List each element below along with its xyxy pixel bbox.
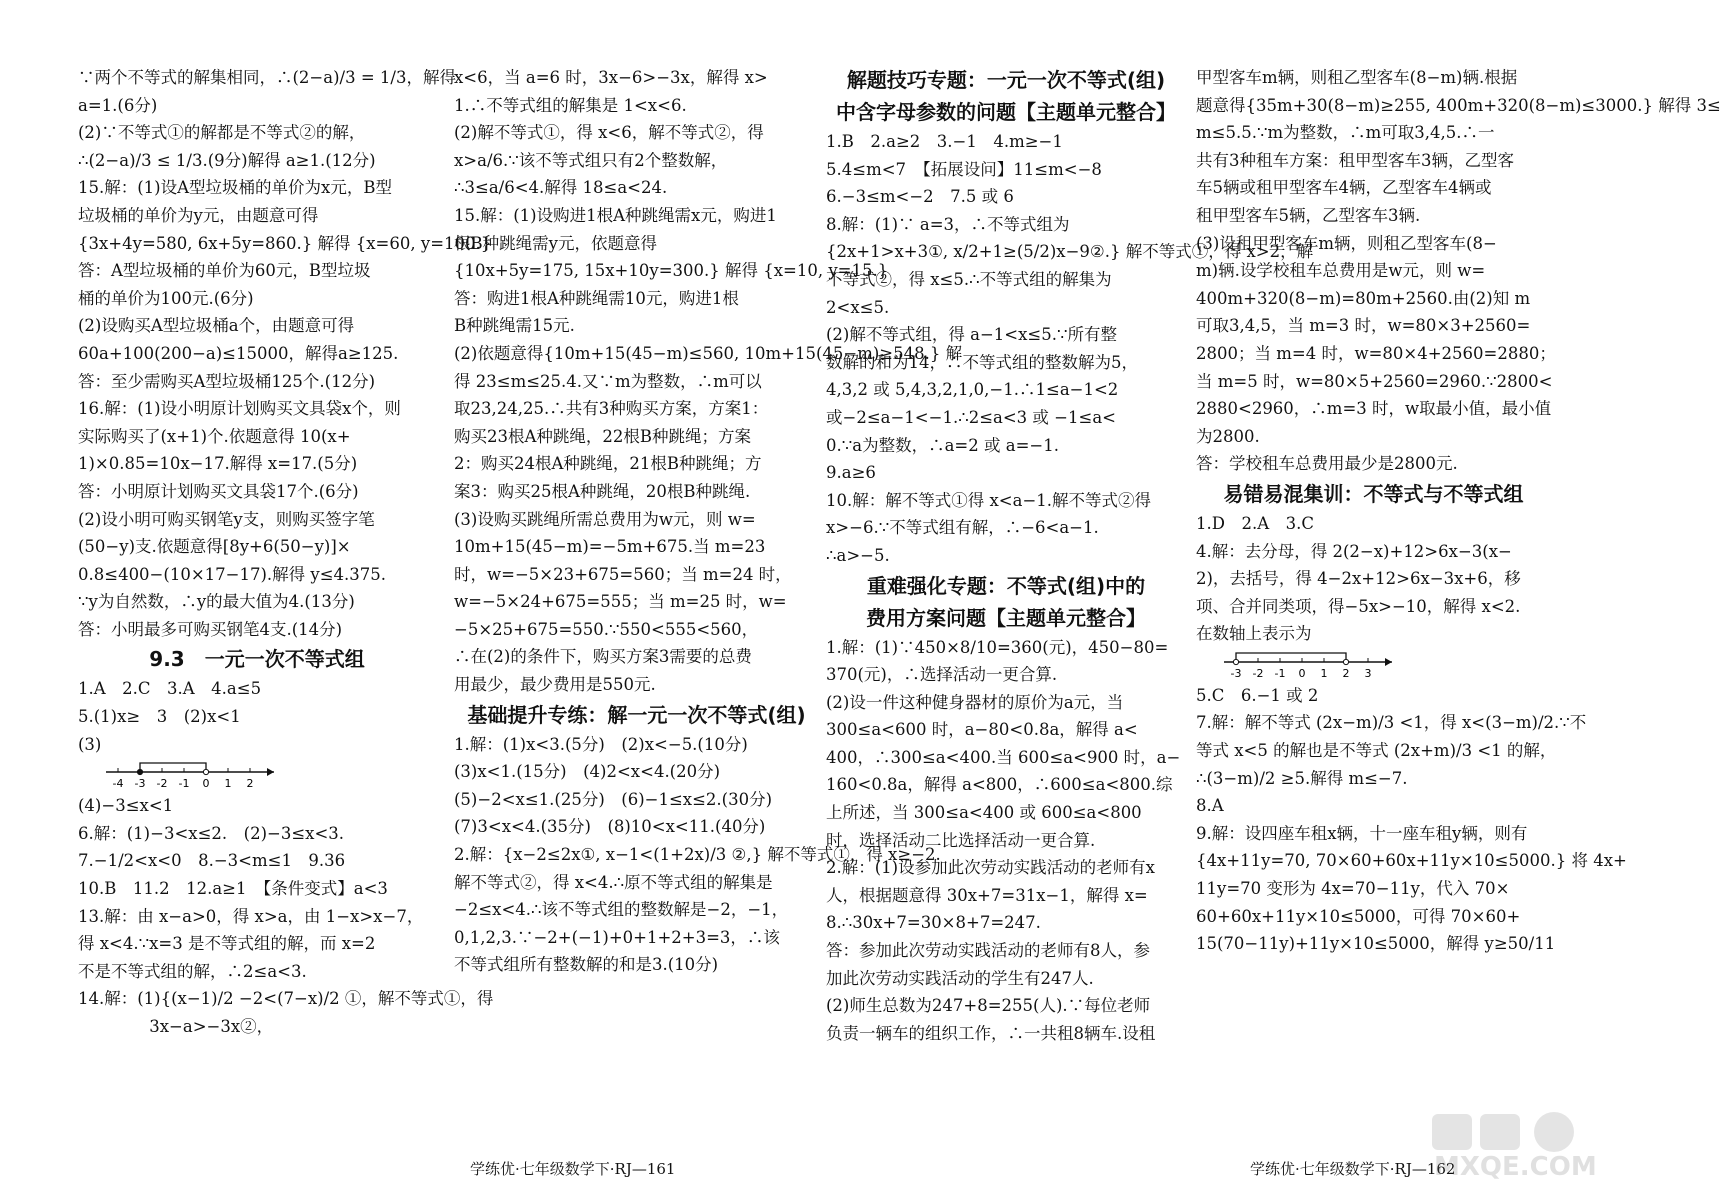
- text-line: (5)−2<x≤1.(25分) (6)−1≤x≤2.(30分): [454, 789, 773, 809]
- footer-right: 学练优·七年级数学下·RJ—162: [1250, 1160, 1456, 1178]
- text-line: 60+60x+11y×10≤5000，可得 70×60+: [1196, 906, 1521, 926]
- text-line: 60a+100(200−a)≤15000，解得a≥125.: [78, 343, 399, 363]
- text-line: ∵两个不等式的解集相同，∴(2−a)/3 = 1/3，解得: [78, 68, 456, 87]
- text-line: (3)设租甲型客车m辆，则租乙型客车(8−: [1196, 233, 1497, 253]
- text-line: (2)∵不等式①的解都是不等式②的解，: [78, 123, 366, 143]
- column-4: [1196, 64, 1721, 1134]
- text-line: 8.∴30x+7=30×8+7=247.: [826, 913, 1041, 933]
- text-line: 16.解：(1)设小明原计划购买文具袋x个，则: [78, 399, 401, 419]
- text-line: 当 m=5 时，w=80×5+2560=2960.∵2800<: [1196, 371, 1553, 391]
- text-line: 答：参加此次劳动实践活动的老师有8人，参: [826, 941, 1150, 961]
- text-line: m)辆.设学校租车总费用是w元，则 w=: [1196, 261, 1486, 281]
- text-line: 3x−a>−3x②，: [78, 1017, 274, 1036]
- text-line: (2)设一件这种健身器材的原价为a元，当: [826, 692, 1124, 712]
- text-line: (3): [78, 734, 102, 754]
- section-heading: 重难强化专题：不等式(组)中的: [866, 573, 1146, 598]
- tick-label: -2: [156, 777, 168, 791]
- text-line: 桶的单价为100元.(6分): [78, 288, 254, 308]
- text-line: x>a/6.∵该不等式组只有2个整数解，: [454, 150, 728, 170]
- text-line: (4)−3≤x<1: [78, 796, 174, 816]
- text-line: w=−5×24+675=555；当 m=25 时，w=: [454, 592, 787, 612]
- text-line: 或−2≤a−1<−1.∴2≤a<3 或 −1≤a<: [826, 407, 1116, 427]
- text-line: 1.B 2.a≥2 3.−1 4.m≥−1: [826, 132, 1063, 151]
- text-line: 8.A: [1196, 796, 1224, 816]
- column-1: [78, 64, 494, 1134]
- text-line: 10.解：解不等式①得 x<a−1.解不等式②得: [826, 490, 1152, 510]
- text-line: 400，∴300≤a<400.当 600≤a<900 时，a−: [826, 747, 1181, 767]
- text-line: 2<x≤5.: [826, 297, 890, 317]
- endpoint-dot: [137, 770, 142, 775]
- text-line: 1.解：(1)∵450×8/10=360(元)，450−80=: [826, 637, 1169, 657]
- endpoint-dot: [203, 770, 208, 775]
- text-line: 共有3种租车方案：租甲型客车3辆，乙型客: [1196, 150, 1514, 170]
- number-line-svg: [78, 758, 378, 792]
- text-line: (2)师生总数为247+8=255(人).∵每位老师: [826, 996, 1151, 1016]
- text-line: (7)3<x<4.(35分) (8)10<x<11.(40分): [454, 817, 766, 837]
- text-line: 答：至少需购买A型垃圾桶125个.(12分): [78, 371, 376, 391]
- number-line: [1196, 648, 1551, 682]
- text-line: 时，w=−5×23+675=560；当 m=24 时，: [454, 564, 792, 584]
- section-heading: 中含字母参数的问题【主题单元整合】: [836, 100, 1176, 124]
- tick-label: 0: [202, 777, 210, 791]
- text-line: 根B种跳绳需y元，依题意得: [454, 233, 657, 253]
- text-line: 9.a≥6: [826, 463, 876, 483]
- text-line: (2)设购买A型垃圾桶a个，由题意可得: [78, 316, 355, 336]
- text-line: 0,1,2,3.∵−2+(−1)+0+1+2+3=3，∴该: [454, 927, 780, 947]
- tick-label: -1: [178, 777, 190, 791]
- tick-label: 0: [1298, 666, 1306, 680]
- watermark-icon: [1424, 1108, 1594, 1158]
- text-line: 13.解：由 x−a>0，得 x>a，由 1−x>x−7，: [78, 906, 424, 926]
- text-line: 2)，去括号，得 4−2x+12>6x−3x+6，移: [1196, 569, 1521, 589]
- text-line: 1.D 2.A 3.C: [1196, 513, 1314, 533]
- text-line: 可取3,4,5，当 m=3 时，w=80×3+2560=: [1196, 316, 1531, 336]
- text-line: (2)解不等式①，得 x<6，解不等式②，得: [454, 123, 764, 143]
- text-line: 160<0.8a，解得 a<800，∴600≤a<800.综: [826, 775, 1173, 795]
- text-line: 购买23根A种跳绳，22根B种跳绳；方案: [454, 426, 752, 446]
- text-line: 答：A型垃圾桶的单价为60元，B型垃圾: [78, 261, 371, 281]
- text-line: ∵y为自然数，∴y的最大值为4.(13分): [78, 592, 355, 612]
- text-line: 5.C 6.−1 或 2: [1196, 685, 1319, 705]
- text-line: 时，选择活动二比选择活动一更合算.: [826, 830, 1096, 850]
- text-line: 案3：购买25根A种跳绳，20根B种跳绳.: [454, 481, 751, 501]
- text-line: a=1.(6分): [78, 95, 158, 115]
- text-line: 负责一辆车的组织工作，∴一共租8辆车.设租: [826, 1023, 1156, 1043]
- text-line: 解不等式②，得 x<4.∴原不等式组的解集是: [454, 872, 773, 892]
- text-line: 1.∴不等式组的解集是 1<x<6.: [454, 95, 687, 115]
- endpoint-dot: [1233, 659, 1238, 664]
- text-line: ∴a>−5.: [826, 545, 890, 565]
- text-line: 项、合并同类项，得−5x>−10，解得 x<2.: [1196, 596, 1521, 616]
- text-line: 等式 x<5 的解也是不等式 (2x+m)/3 <1 的解，: [1196, 741, 1557, 761]
- number-line: [78, 758, 436, 792]
- tick-label: 3: [1364, 666, 1372, 680]
- section-heading: 解题技巧专题：一元一次不等式(组): [846, 68, 1166, 92]
- endpoint-dot: [1343, 659, 1348, 664]
- section-heading: 易错易混集训：不等式与不等式组: [1223, 481, 1524, 506]
- text-line: x<6，当 a=6 时，3x−6>−3x，解得 x>: [454, 68, 768, 87]
- text-line: (2)设小明可购买钢笔y支，则购买签字笔: [78, 509, 375, 529]
- text-line: 不是不等式组的解，∴2≤a<3.: [78, 961, 307, 981]
- text-line: 14.解：(1){(x−1)/2 −2<(7−x)/2 ①，解不等式①，得: [78, 989, 494, 1009]
- footer-left: 学练优·七年级数学下·RJ—161: [470, 1160, 676, 1178]
- text-line: x>−6.∵不等式组有解，∴−6<a−1.: [826, 518, 1099, 538]
- text-line: (2)依题意得{10m+15(45−m)≤560, 10m+15(45−m)≥548.} 解: [454, 343, 963, 363]
- text-line: −5×25+675=550.∵550<555<560，: [454, 619, 759, 639]
- text-line: ∴(2−a)/3 ≤ 1/3.(9分)解得 a≥1.(12分): [78, 150, 376, 170]
- text-line: 10m+15(45−m)=−5m+675.当 m=23: [454, 537, 766, 557]
- text-line: ∴(3−m)/2 ≥5.解得 m≤−7.: [1196, 768, 1408, 788]
- text-line: 4.解：去分母，得 2(2−x)+12>6x−3(x−: [1196, 541, 1512, 561]
- text-line: (2)解不等式组，得 a−1<x≤5.∵所有整: [826, 325, 1117, 345]
- text-line: 0.∵a为整数，∴a=2 或 a=−1.: [826, 435, 1059, 455]
- text-line: {3x+4y=580, 6x+5y=860.} 解得 {x=60, y=100.}: [78, 233, 492, 253]
- text-line: 得 23≤m≤25.4.又∵m为整数，∴m可以: [454, 371, 762, 391]
- text-line: 甲型客车m辆，则租乙型客车(8−m)辆.根据: [1196, 68, 1518, 87]
- text-line: 2.解：{x−2≤2x①, x−1<(1+2x)/3 ②,} 解不等式①，得 x≥−2.: [454, 845, 941, 865]
- text-line: 题意得{35m+30(8−m)≥255, 400m+320(8−m)≤3000.} 解得 3≤: [1196, 95, 1721, 115]
- tick-label: 2: [1342, 666, 1350, 680]
- text-line: 370(元)，∴选择活动一更合算.: [826, 665, 1058, 685]
- text-line: 租甲型客车5辆，乙型客车3辆.: [1196, 205, 1421, 225]
- tick-label: 1: [1320, 666, 1328, 680]
- text-line: 1)×0.85=10x−17.解得 x=17.(5分): [78, 454, 358, 474]
- section-heading: 基础提升专练：解一元一次不等式(组): [467, 702, 806, 727]
- text-line: 2800；当 m=4 时，w=80×4+2560=2880；: [1196, 343, 1556, 363]
- text-line: 为2800.: [1196, 426, 1260, 446]
- number-line-svg: [1196, 648, 1496, 682]
- tick-label: -4: [112, 777, 124, 791]
- text-line: 15(70−11y)+11y×10≤5000，解得 y≥50/11: [1196, 934, 1556, 954]
- tick-label: -2: [1252, 666, 1264, 680]
- text-line: 15.解：(1)设购进1根A种跳绳需x元，购进1: [454, 205, 777, 225]
- text-line: 不等式组所有整数解的和是3.(10分): [454, 955, 719, 975]
- text-line: 300≤a<600 时，a−80<0.8a，解得 a<: [826, 720, 1138, 740]
- text-line: 人，根据题意得 30x+7=31x−1，解得 x=: [826, 885, 1148, 905]
- watermark-text: MXQE.COM: [1434, 1152, 1597, 1182]
- tick-label: 2: [246, 777, 254, 791]
- text-line: 1.解：(1)x<3.(5分) (2)x<−5.(10分): [454, 734, 748, 754]
- text-line: 答：学校租车总费用最少是2800元.: [1196, 454, 1458, 474]
- text-line: 6.−3≤m<−2 7.5 或 6: [826, 187, 1014, 207]
- text-line: 1.A 2.C 3.A 4.a≤5: [78, 679, 262, 699]
- text-line: {10x+5y=175, 15x+10y=300.} 解得 {x=10, y=15.}: [454, 261, 889, 281]
- text-line: 实际购买了(x+1)个.依题意得 10(x+: [78, 426, 351, 446]
- text-line: 5.(1)x≥ 3 (2)x<1: [78, 707, 241, 727]
- section-heading: 9.3 一元一次不等式组: [149, 647, 365, 672]
- text-line: 答：小明最多可购买钢笔4支.(14分): [78, 619, 343, 639]
- text-line: 加此次劳动实践活动的学生有247人.: [826, 968, 1094, 988]
- tick-label: -3: [1230, 666, 1242, 680]
- text-line: {2x+1>x+3①, x/2+1≥(5/2)x−9②.} 解不等式①，得 x>2，解: [826, 242, 1314, 262]
- text-line: (50−y)支.依题意得[8y+6(50−y)]×: [78, 537, 351, 557]
- solution-bracket: [140, 763, 206, 772]
- text-line: 8.解：(1)∵ a=3，∴不等式组为: [826, 214, 1070, 234]
- text-line: 7.解：解不等式 (2x−m)/3 <1，得 x<(3−m)/2.∵不: [1196, 713, 1587, 733]
- text-line: 9.解：设四座车租x辆，十一座车租y辆，则有: [1196, 823, 1528, 843]
- text-line: 15.解：(1)设A型垃圾桶的单价为x元，B型: [78, 178, 392, 198]
- text-line: m≤5.5.∵m为整数，∴m可取3,4,5.∴一: [1196, 123, 1495, 143]
- text-line: 2880<2960，∴m=3 时，w取最小值，最小值: [1196, 399, 1552, 419]
- text-line: 数解的和为14，∴不等式组的整数解为5，: [826, 352, 1138, 372]
- section-heading: 费用方案问题【主题单元整合】: [866, 605, 1146, 630]
- tick-label: -3: [134, 777, 146, 791]
- text-line: 答：小明原计划购买文具袋17个.(6分): [78, 481, 359, 501]
- text-line: 不等式②，得 x≤5.∴不等式组的解集为: [826, 269, 1112, 289]
- text-line: 取23,24,25.∴共有3种购买方案，方案1：: [454, 399, 769, 419]
- tick-label: 1: [224, 777, 232, 791]
- solution-bracket: [1236, 653, 1346, 662]
- text-line: 400m+320(8−m)=80m+2560.由(2)知 m: [1196, 288, 1531, 308]
- text-line: ∴在(2)的条件下，购买方案3需要的总费: [454, 647, 752, 667]
- axis-arrow: [1385, 658, 1392, 666]
- text-line: 5.4≤m<7 【拓展设问】11≤m<−8: [826, 159, 1102, 179]
- text-line: {4x+11y=70, 70×60+60x+11y×10≤5000.} 将 4x+: [1196, 851, 1627, 871]
- text-line: 在数轴上表示为: [1196, 624, 1312, 644]
- text-line: 2：购买24根A种跳绳，21根B种跳绳；方: [454, 454, 762, 474]
- text-line: 4,3,2 或 5,4,3,2,1,0,−1.∴1≤a−1<2: [826, 380, 1119, 400]
- tick-label: -1: [1274, 666, 1286, 680]
- text-line: 11y=70 变形为 4x=70−11y，代入 70×: [1196, 879, 1510, 899]
- watermark-logo: [1424, 1108, 1597, 1192]
- text-line: −2≤x<4.∴该不等式组的整数解是−2，−1，: [454, 900, 789, 920]
- text-line: 答：购进1根A种跳绳需10元，购进1根: [454, 288, 739, 308]
- text-line: 上所述，当 300≤a<400 或 600≤a<800: [826, 803, 1142, 823]
- text-line: B种跳绳需15元.: [454, 316, 575, 336]
- axis-arrow: [267, 768, 274, 776]
- text-line: 0.8≤400−(10×17−17).解得 y≤4.375.: [78, 564, 387, 584]
- text-line: (3)x<1.(15分) (4)2<x<4.(20分): [454, 762, 721, 782]
- text-line: (3)设购买跳绳所需总费用为w元，则 w=: [454, 509, 756, 529]
- text-line: 垃圾桶的单价为y元，由题意可得: [78, 205, 319, 225]
- text-line: 用最少，最少费用是550元.: [454, 675, 656, 695]
- text-line: 车5辆或租甲型客车4辆，乙型客车4辆或: [1196, 178, 1492, 198]
- text-line: 10.B 11.2 12.a≥1 【条件变式】a<3: [78, 879, 388, 899]
- text-line: 6.解：(1)−3<x≤2. (2)−3≤x<3.: [78, 823, 345, 843]
- text-line: ∴3≤a/6<4.解得 18≤a<24.: [454, 178, 668, 198]
- text-line: 得 x<4.∵x=3 是不等式组的解，而 x=2: [78, 934, 376, 954]
- text-line: 2.解：(1)设参加此次劳动实践活动的老师有x: [826, 858, 1155, 878]
- text-line: 7.−1/2<x<0 8.−3<m≤1 9.36: [78, 851, 346, 871]
